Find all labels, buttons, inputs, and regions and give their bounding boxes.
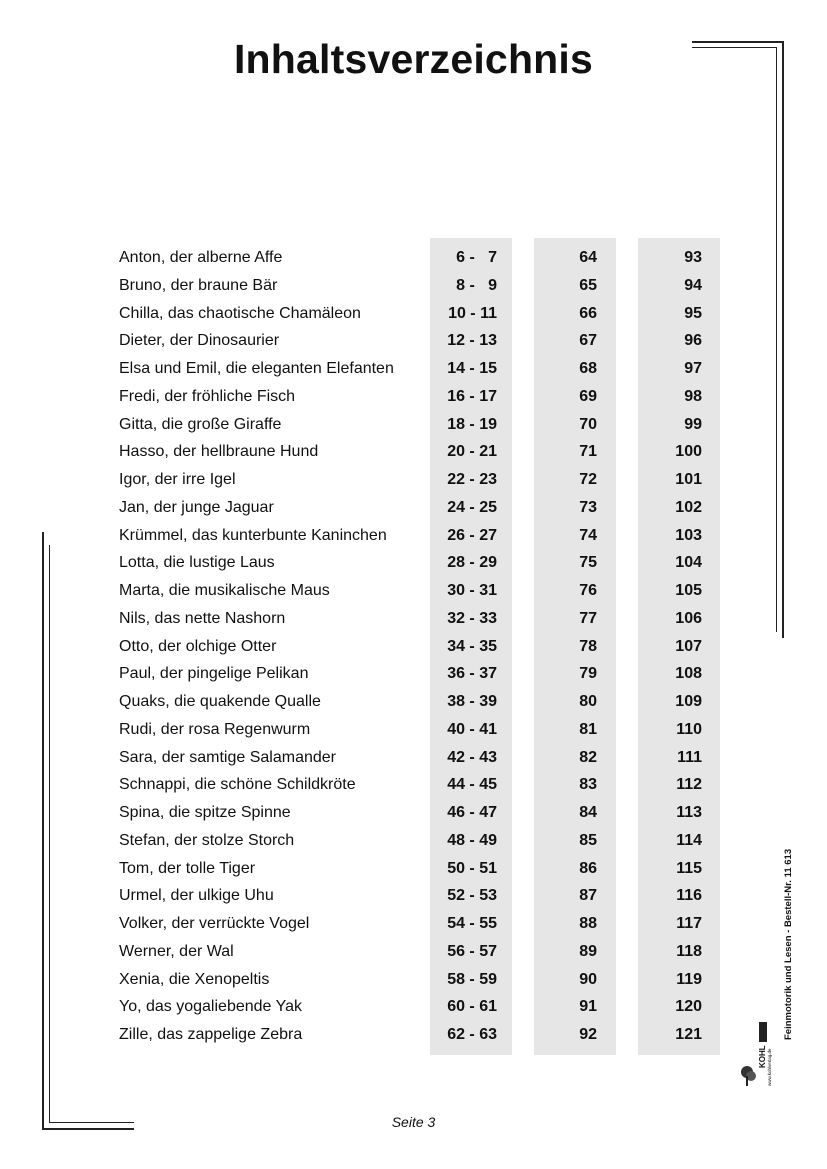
page-number-3: 102: [675, 498, 702, 516]
page-range: 20 - 21: [447, 443, 497, 461]
logo-brand: KOHL: [758, 1045, 767, 1068]
page-number-3: 100: [675, 443, 702, 461]
toc-row: [0, 660, 827, 688]
page-number-3: 104: [675, 554, 702, 572]
page-number-3: 117: [676, 915, 702, 932]
page-number-2: 78: [579, 637, 597, 655]
toc-row: [0, 993, 827, 1021]
page-range: 22 - 23: [447, 471, 497, 488]
page-number-2: 76: [579, 582, 597, 599]
page-number-2: 90: [579, 970, 597, 988]
page-number-2: 91: [579, 998, 597, 1016]
page-number-3: 111: [677, 748, 702, 766]
page-range: 48 - 49: [447, 831, 497, 849]
table-of-contents: [0, 244, 827, 1049]
page-range: 50 - 51: [447, 859, 497, 877]
page-range: 38 - 39: [447, 693, 497, 710]
toc-row: [0, 827, 827, 855]
toc-row: [0, 771, 827, 799]
page-number: Seite 3: [391, 1114, 436, 1130]
page-number-2: 70: [579, 415, 597, 433]
toc-row: [0, 882, 827, 910]
toc-entry-name: Spina, die spitze Spinne: [119, 804, 291, 821]
toc-entry-name: Krümmel, das kunterbunte Kaninchen: [119, 526, 387, 544]
page-number-2: 68: [579, 360, 597, 377]
toc-entry-name: Urmel, der ulkige Uhu: [119, 887, 274, 905]
toc-row: [0, 549, 827, 577]
toc-row: [0, 272, 827, 300]
toc-row: [0, 938, 827, 966]
toc-row: [0, 494, 827, 522]
toc-row: [0, 411, 827, 439]
page-number-3: 98: [684, 387, 702, 405]
toc-entry-name: Fredi, der fröhliche Fisch: [119, 387, 296, 405]
page-number-2: 75: [579, 554, 597, 572]
page-number-3: 99: [684, 415, 702, 433]
page-range: 40 - 41: [447, 720, 497, 738]
toc-entry-name: Sara, der samtige Salamander: [119, 748, 336, 766]
page-number-3: 119: [676, 970, 702, 988]
page-range: 8 - 9: [456, 276, 497, 294]
logo-url: www.kohlverlag.de: [767, 1048, 772, 1086]
toc-row: [0, 466, 827, 494]
page-range: 34 - 35: [447, 637, 497, 655]
page-range: 60 - 61: [447, 998, 497, 1016]
page-number-2: 92: [579, 1026, 597, 1043]
toc-row: [0, 300, 827, 328]
page-number-3: 107: [675, 637, 702, 655]
frame-line-top-right-outer-h: [692, 41, 784, 43]
page-title: Inhaltsverzeichnis: [233, 36, 594, 82]
toc-entry-name: Anton, der alberne Affe: [119, 249, 283, 266]
toc-entry-name: Lotta, die lustige Laus: [119, 554, 275, 572]
page-number-2: 65: [579, 276, 597, 294]
toc-entry-name: Xenia, die Xenopeltis: [119, 970, 270, 988]
page-range: 42 - 43: [447, 748, 497, 766]
page-number-3: 108: [675, 665, 702, 683]
page-number-3: 109: [675, 693, 702, 710]
page-number-3: 105: [675, 582, 702, 599]
page-range: 14 - 15: [447, 360, 497, 377]
page-number-2: 73: [579, 498, 597, 516]
page-number-2: 69: [579, 387, 597, 405]
page-number-3: 95: [684, 304, 702, 322]
page-range: 52 - 53: [447, 887, 497, 905]
toc-row: [0, 327, 827, 355]
page-number-2: 84: [579, 804, 597, 821]
page-range: 56 - 57: [447, 942, 497, 960]
page-number-2: 87: [579, 887, 597, 905]
toc-row: [0, 855, 827, 883]
toc-entry-name: Paul, der pingelige Pelikan: [119, 665, 309, 683]
page-number-3: 103: [675, 526, 702, 544]
page-number-2: 81: [579, 720, 597, 738]
toc-row: [0, 910, 827, 938]
toc-entry-name: Rudi, der rosa Regenwurm: [119, 720, 311, 738]
toc-entry-name: Schnappi, die schöne Schildkröte: [119, 776, 356, 794]
page-number-2: 85: [579, 831, 597, 849]
page-number-2: 66: [579, 304, 597, 322]
toc-row: [0, 605, 827, 633]
page-number-2: 64: [579, 249, 597, 266]
toc-entry-name: Otto, der olchige Otter: [119, 637, 277, 655]
page-number-2: 83: [579, 776, 597, 794]
page-range: 16 - 17: [447, 387, 497, 405]
page-number-2: 67: [579, 332, 597, 350]
toc-entry-name: Tom, der tolle Tiger: [119, 859, 256, 877]
page-range: 44 - 45: [447, 776, 497, 794]
toc-entry-name: Yo, das yogaliebende Yak: [119, 998, 302, 1016]
page-range: 46 - 47: [447, 804, 497, 821]
toc-entry-name: Dieter, der Dinosaurier: [119, 332, 280, 350]
page-range: 26 - 27: [447, 526, 497, 544]
toc-row: [0, 355, 827, 383]
frame-line-top-right-inner-h: [692, 47, 777, 48]
page-number-3: 113: [676, 804, 702, 821]
page-number-3: 94: [684, 276, 702, 294]
page-number-2: 79: [579, 665, 597, 683]
toc-entry-name: Igor, der irre Igel: [119, 471, 236, 488]
page-range: 36 - 37: [447, 665, 497, 683]
toc-entry-name: Zille, das zappelige Zebra: [119, 1026, 303, 1043]
page-range: 28 - 29: [447, 554, 497, 572]
page-number-2: 74: [579, 526, 597, 544]
toc-row: [0, 744, 827, 772]
page-number-3: 114: [676, 831, 702, 849]
page-range: 12 - 13: [447, 332, 497, 350]
page-number-2: 71: [579, 443, 597, 461]
toc-entry-name: Gitta, die große Giraffe: [119, 415, 282, 433]
page-number-3: 96: [684, 332, 702, 350]
page-number-3: 93: [684, 249, 702, 266]
page-range: 62 - 63: [447, 1026, 497, 1043]
page-range: 54 - 55: [447, 915, 497, 932]
toc-entry-name: Quaks, die quakende Qualle: [119, 693, 321, 710]
page-number-3: 101: [675, 471, 702, 488]
page-range: 6 - 7: [456, 249, 497, 266]
page-range: 10 - 11: [448, 304, 497, 322]
toc-row: [0, 522, 827, 550]
toc-row: [0, 633, 827, 661]
page-range: 30 - 31: [447, 582, 497, 599]
toc-row: [0, 383, 827, 411]
toc-row: [0, 244, 827, 272]
toc-entry-name: Bruno, der braune Bär: [119, 276, 278, 294]
page-range: 32 - 33: [447, 609, 497, 627]
page-number-2: 77: [579, 609, 597, 627]
toc-entry-name: Hasso, der hellbraune Hund: [119, 443, 319, 461]
page-number-2: 80: [579, 693, 597, 710]
toc-row: [0, 438, 827, 466]
toc-entry-name: Volker, der verrückte Vogel: [119, 915, 310, 932]
page-number-3: 106: [675, 609, 702, 627]
toc-entry-name: Werner, der Wal: [119, 942, 234, 960]
page-range: 18 - 19: [447, 415, 497, 433]
page-number-3: 112: [676, 776, 702, 794]
toc-entry-name: Chilla, das chaotische Chamäleon: [119, 304, 361, 322]
toc-row: [0, 577, 827, 605]
publisher-imprint: Feinmotorik und Lesen - Bestell-Nr. 11 613: [783, 848, 794, 1040]
toc-row: [0, 716, 827, 744]
page-number-3: 121: [675, 1026, 702, 1043]
page-range: 24 - 25: [447, 498, 497, 516]
page-number-3: 110: [676, 720, 702, 738]
page-number-3: 115: [676, 859, 702, 877]
toc-entry-name: Elsa und Emil, die eleganten Elefanten: [119, 360, 394, 377]
toc-row: [0, 688, 827, 716]
toc-entry-name: Jan, der junge Jaguar: [119, 498, 274, 516]
page-number-3: 120: [675, 998, 702, 1016]
toc-row: [0, 799, 827, 827]
page-number-3: 116: [676, 887, 702, 905]
toc-entry-name: Marta, die musikalische Maus: [119, 582, 330, 599]
page-number-2: 89: [579, 942, 597, 960]
publisher-logo: [738, 1020, 772, 1088]
page-number-2: 72: [579, 471, 597, 488]
page-number-2: 82: [579, 748, 597, 766]
page-number-2: 88: [579, 915, 597, 932]
page-number-2: 86: [579, 859, 597, 877]
page-range: 58 - 59: [447, 970, 497, 988]
toc-row: [0, 1021, 827, 1049]
toc-row: [0, 966, 827, 994]
toc-entry-name: Stefan, der stolze Storch: [119, 831, 295, 849]
toc-entry-name: Nils, das nette Nashorn: [119, 609, 286, 627]
page-number-3: 97: [684, 360, 702, 377]
page-number-3: 118: [676, 942, 702, 960]
